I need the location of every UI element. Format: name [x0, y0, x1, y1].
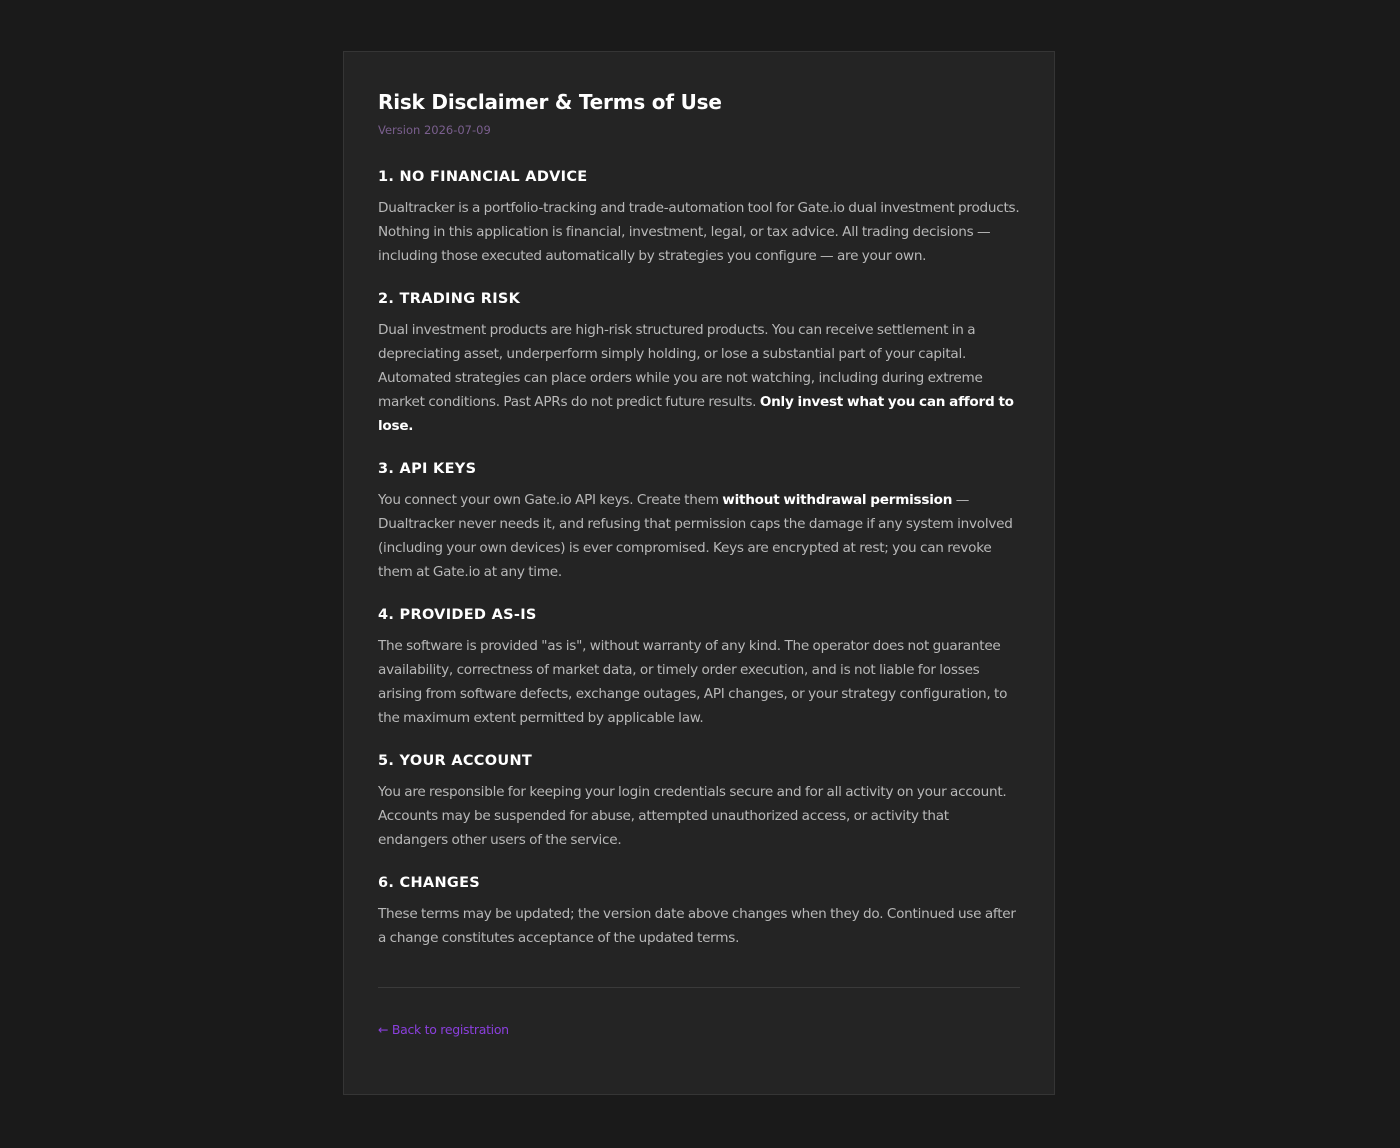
section-body-text: Dual investment products are high-risk structured products. You can receive settlement in a depreciating asset, underperform simply holding, or lose a substantial part of your capital. Automated strategies can place orders while you are not watching, including during extreme market conditions. Past APRs do not predict future results. [378, 322, 983, 410]
section-your-account [378, 750, 1020, 852]
back-to-registration-link[interactable]: ← Back to registration [378, 1022, 509, 1037]
section-provided-as-is [378, 604, 1020, 730]
footer-divider [378, 987, 1020, 988]
section-body: These terms may be updated; the version date above changes when they do. Continued use after a change constitutes acceptance of the updated terms. [378, 906, 1016, 946]
section-heading: 3. API KEYS [378, 461, 477, 477]
section-body-text: You connect your own Gate.io API keys. Create them [378, 492, 723, 508]
withdrawal-permission-emphasis: without withdrawal permission [722, 492, 953, 508]
section-body: You are responsible for keeping your login credentials secure and for all activity on your account. Accounts may be suspended for abuse, attempted unauthorized access, or activity that endangers other users of the service. [378, 784, 1007, 848]
section-body: Dualtracker is a portfolio-tracking and trade-automation tool for Gate.io dual investment products. Nothing in this application is financial, investment, legal, or tax advice. All trading decisions — including those executed automatically by strategies you configure — are your own. [378, 200, 1020, 264]
section-api-keys [378, 458, 1020, 584]
section-body [378, 488, 1020, 584]
section-changes [378, 872, 1020, 950]
section-heading: 5. YOUR ACCOUNT [378, 753, 533, 769]
page-title: Risk Disclaimer & Terms of Use [378, 90, 722, 114]
terms-card [343, 51, 1055, 1095]
section-body [378, 318, 1020, 438]
section-body-text: — Dualtracker never needs it, and refusing that permission caps the damage if any system involved (including your own devices) is ever compromised. Keys are encrypted at rest; you can revoke them at Gate.io at any time. [378, 492, 1013, 580]
section-trading-risk [378, 288, 1020, 438]
section-heading: 2. TRADING RISK [378, 291, 521, 307]
section-no-financial-advice [378, 166, 1020, 268]
risk-warning-emphasis: Only invest what you can afford to lose. [378, 394, 1014, 434]
section-body: The software is provided "as is", without warranty of any kind. The operator does not guarantee availability, correctness of market data, or timely order execution, and is not liable for losses arising from software defects, exchange outages, API changes, or your strategy configuration, to the maximum extent permitted by applicable law. [378, 638, 1008, 726]
version-label: Version 2026-07-09 [378, 123, 491, 137]
section-heading: 6. CHANGES [378, 875, 481, 891]
section-heading: 4. PROVIDED AS-IS [378, 607, 537, 623]
section-heading: 1. NO FINANCIAL ADVICE [378, 169, 588, 185]
